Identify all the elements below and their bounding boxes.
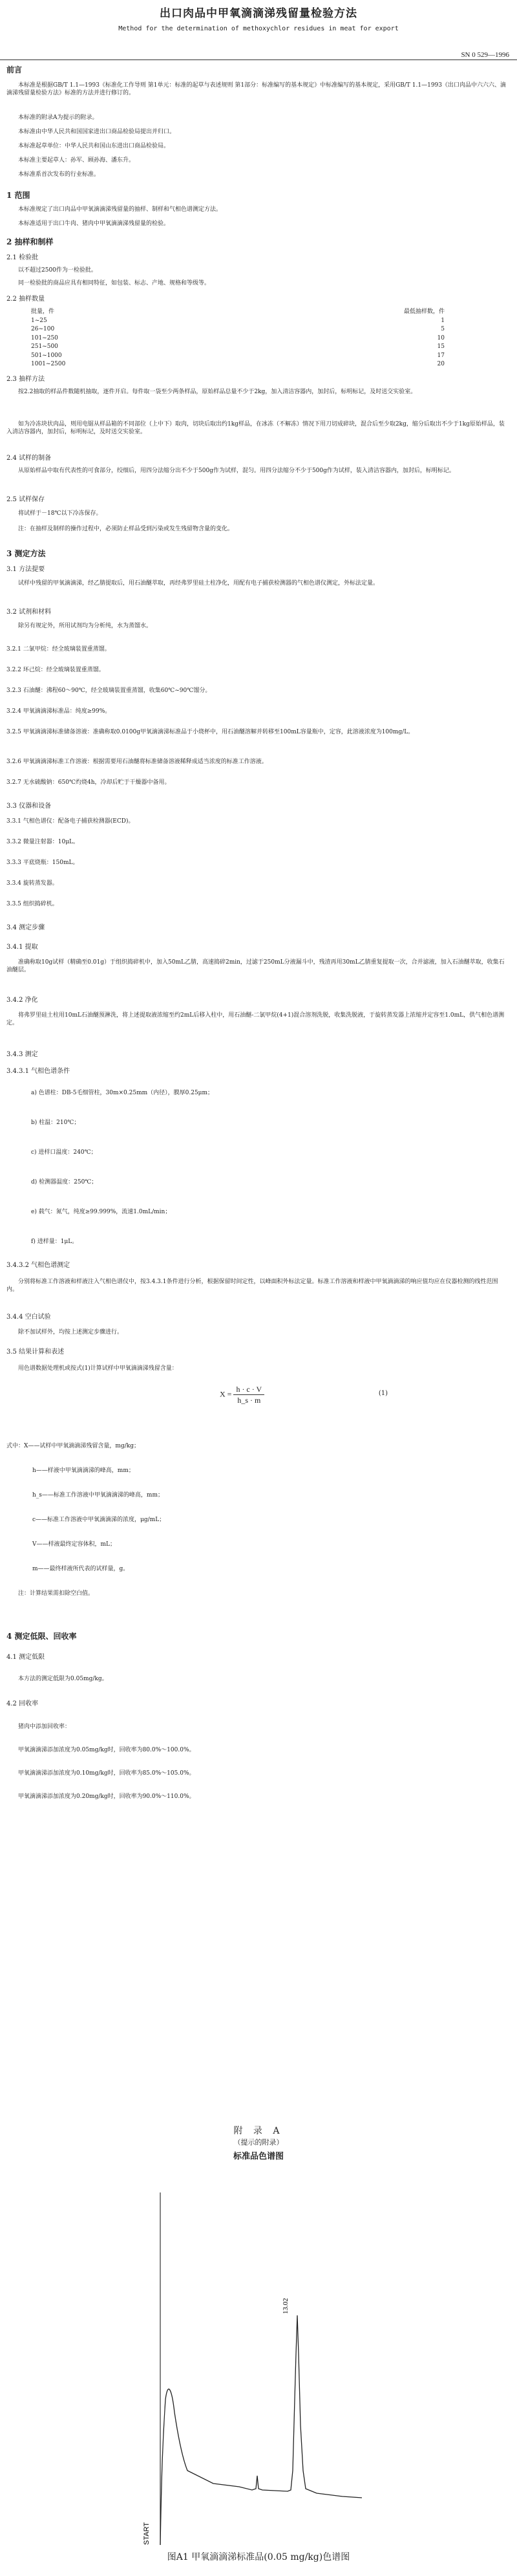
table-row bbox=[31, 360, 445, 369]
table-row bbox=[31, 352, 445, 361]
subsection-heading: 3.5 结果计算和表述 bbox=[6, 1348, 65, 1356]
section-note: 注：计算结果需扣除空白值。 bbox=[18, 1590, 94, 1597]
table-cell: 15 bbox=[437, 343, 445, 350]
sampling-table bbox=[31, 308, 445, 369]
section-paragraph: 本标准适用于出口牛肉、猪肉中甲氧滴滴涕残留量的检验。 bbox=[18, 221, 170, 227]
gc-condition: e) 载气：氮气，纯度≥99.999%，流速1.0mL/min； bbox=[31, 1209, 171, 1215]
table-cell: 1001~2500 bbox=[31, 361, 66, 367]
table-header-cell: 批量，件 bbox=[31, 308, 55, 315]
table-cell: 26~100 bbox=[31, 326, 55, 332]
foreword-heading: 前言 bbox=[6, 65, 23, 74]
formula-numerator: h · c · V bbox=[233, 1384, 264, 1395]
section-paragraph: 同一检验批的商品应具有相同特征，如包装、标志、产地、规格和等级等。 bbox=[18, 280, 211, 287]
subsection-heading: 3.4.1 提取 bbox=[6, 944, 38, 951]
list-item: 3.2.6 甲氧滴滴涕标准工作溶液：根据需要用石油醚将标准储备溶液稀释成适当浓度的标准工作溶液。 bbox=[6, 759, 268, 765]
subsection-heading: 2.1 检验批 bbox=[6, 254, 39, 261]
subsection-heading: 3.4.3.1 气相色谱条件 bbox=[6, 1068, 70, 1075]
start-label: START bbox=[143, 2522, 151, 2545]
variable-definition: 式中：X——试样中甲氧滴滴涕残留含量，mg/kg； bbox=[6, 1443, 140, 1449]
section-paragraph: 用色谱数据处理机或按式(1)计算试样中甲氧滴滴涕残留含量： bbox=[18, 1365, 178, 1372]
figure-caption: 图A1 甲氧滴滴涕标准品(0.05 mg/kg)色谱图 bbox=[167, 2552, 350, 2562]
list-item: 3.3.2 微量注射器：10μL。 bbox=[6, 839, 79, 845]
list-item: 3.2.1 二氯甲烷：经全玻璃装置重蒸馏。 bbox=[6, 646, 111, 653]
document-subtitle-en: Method for the determination of methoxychlor residues in meat for export bbox=[118, 25, 399, 32]
table-row bbox=[31, 317, 445, 326]
list-item: 3.3.4 旋转蒸发器。 bbox=[6, 880, 58, 887]
subsection-heading: 4.2 回收率 bbox=[6, 1700, 39, 1707]
table-cell: 5 bbox=[441, 326, 445, 332]
foreword-paragraph: 本标准起草单位：中华人民共和国山东进出口商品检验局。 bbox=[18, 143, 170, 149]
section-paragraph: 本标准规定了出口肉品中甲氧滴滴涕残留量的抽样、制样和气相色谱测定方法。 bbox=[18, 206, 222, 213]
section-paragraph: 本方法的测定低限为0.05mg/kg。 bbox=[18, 1676, 108, 1682]
foreword-paragraph: 本标准主要起草人：孙军、顾孙海、潘东升。 bbox=[18, 157, 135, 164]
table-cell: 1~25 bbox=[31, 317, 47, 324]
foreword-paragraph: 本标准系首次发布的行业标准。 bbox=[18, 171, 100, 178]
list-item: 3.2.2 环己烷：经全玻璃装置重蒸馏。 bbox=[6, 667, 105, 673]
variable-definition: c——标准工作溶液中甲氧滴滴涕的浓度，μg/mL； bbox=[32, 1517, 165, 1523]
formula-lhs: X = bbox=[220, 1389, 232, 1399]
formula-number: (1) bbox=[378, 1390, 388, 1397]
recovery-row: 甲氧滴滴涕添加浓度为0.10mg/kg时，回收率为85.0%～105.0%。 bbox=[18, 1770, 195, 1777]
section-heading: 4 测定低限、回收率 bbox=[6, 1632, 77, 1641]
table-cell: 1 bbox=[441, 317, 445, 324]
formula-fraction bbox=[233, 1384, 264, 1405]
table-cell: 501~1000 bbox=[31, 352, 62, 359]
foreword-paragraph: 本标准的附录A为提示的附录。 bbox=[18, 114, 98, 121]
section-heading: 2 抽样和制样 bbox=[6, 237, 54, 246]
list-item: 3.3.1 气相色谱仪：配备电子捕获检测器(ECD)。 bbox=[6, 818, 134, 825]
gc-condition: c) 进样口温度：240℃； bbox=[31, 1149, 97, 1156]
foreword-paragraph: 本标准是根据GB/T 1.1—1993《标准化工作导则 第1单元：标准的起草与表述规则 第1部分：标准编写的基本规定》中标准编写的基本规定，采用GB/T 1.1—1993《出口肉品中六六六、滴滴涕残留量检验方法》标准的方法并进行修订的。 bbox=[6, 82, 507, 97]
subsection-heading: 3.4.4 空白试验 bbox=[6, 1314, 51, 1321]
table-cell: 101~250 bbox=[31, 334, 58, 341]
gc-condition: d) 检测器温度：250℃； bbox=[31, 1179, 98, 1185]
recovery-row: 甲氧滴滴涕添加浓度为0.05mg/kg时，回收率为80.0%～100.0%。 bbox=[18, 1747, 195, 1753]
document-title: 出口肉品中甲氧滴滴涕残留量检验方法 bbox=[160, 7, 357, 20]
list-item: 3.3.3 平底烧瓶：150mL。 bbox=[6, 860, 79, 866]
peak-label: 13.02 bbox=[282, 2298, 290, 2314]
list-item: 3.2.5 甲氧滴滴涕标准储备溶液：准确称取0.0100g甲氧滴滴涕标准品于小烧杯中，用石油醚溶解并转移至100mL容量瓶中，定容，此溶液浓度为100mg/L。 bbox=[6, 729, 414, 735]
subsection-heading: 3.3 仪器和设备 bbox=[6, 803, 52, 810]
foreword-paragraph: 本标准由中华人民共和国国家进出口商品检验局提出并归口。 bbox=[18, 129, 176, 135]
table-cell: 20 bbox=[437, 361, 445, 367]
section-paragraph: 从原始样品中取有代表性的可食部分，绞细后，用四分法缩分出不少于500g作为试样，混匀。用四分法缩分不少于500g作为试样，装入清洁容器内，加封后，标明标记。 bbox=[18, 468, 455, 474]
variable-definition: V——样液最终定容体积，mL； bbox=[32, 1541, 116, 1548]
chromatogram-trace bbox=[160, 2315, 362, 2545]
variable-definition: m——最终样液所代表的试样量，g。 bbox=[32, 1566, 129, 1572]
variable-definition: h_s——标准工作溶液中甲氧滴滴涕的峰高，mm； bbox=[32, 1492, 164, 1499]
appendix-label: 附 录 A bbox=[233, 2126, 284, 2136]
subsection-heading: 3.2 试剂和材料 bbox=[6, 609, 52, 616]
section-paragraph: 按2.2抽取的样品件数随机抽取，逐件开启。每件取一袋至少两条样品，原始样品总量不少于2kg，加入清洁容器内，加封后，标明标记，及时送交实验室。 bbox=[18, 389, 417, 395]
document-number: SN 0 529—1996 bbox=[461, 51, 509, 59]
formula bbox=[220, 1384, 264, 1405]
appendix-title: 标准品色谱图 bbox=[233, 2152, 284, 2161]
section-paragraph: 将弗罗里硅土柱用10mL石油醚预淋洗，将上述提取液浓缩至约2mL后移入柱中，用石油醚-二氯甲烷(4+1)混合溶剂洗脱，收集洗脱液，于旋转蒸发器上浓缩并定容至1.0mL，供气相色谱测定。 bbox=[6, 1012, 505, 1027]
subsection-heading: 2.4 试样的制备 bbox=[6, 455, 52, 462]
subsection-heading: 4.1 测定低限 bbox=[6, 1654, 45, 1661]
table-row bbox=[31, 334, 445, 343]
list-item: 3.2.3 石油醚：沸程60～90℃，经全玻璃装置重蒸馏，收集60℃~90℃馏分。 bbox=[6, 687, 211, 694]
list-item: 3.3.5 组织捣碎机。 bbox=[6, 901, 58, 907]
gc-condition: a) 色谱柱：DB-5毛细管柱，30m×0.25mm（内径），膜厚0.25μm； bbox=[31, 1090, 214, 1096]
section-note: 注：在抽样及制样的操作过程中，必须防止样品受到污染或发生残留物含量的变化。 bbox=[18, 526, 234, 532]
table-row bbox=[31, 325, 445, 334]
formula-denominator: h_s · m bbox=[237, 1396, 261, 1405]
subsection-heading: 2.5 试样保存 bbox=[6, 496, 45, 503]
section-paragraph: 试样中残留的甲氧滴滴涕，经乙腈提取后，用石油醚萃取，再经弗罗里硅土柱净化，用配有电子捕获检测器的气相色谱仪测定，外标法定量。 bbox=[18, 580, 379, 587]
table-header-row bbox=[31, 308, 445, 317]
section-heading: 3 测定方法 bbox=[6, 549, 46, 558]
section-paragraph: 猪肉中添加回收率： bbox=[18, 1724, 71, 1730]
section-paragraph: 准确称取10g试样（精确至0.01g）于组织捣碎机中，加入50mL乙腈，高速捣碎2min，过滤于250mL分液漏斗中，残渣再用30mL乙腈重复提取一次，合并滤液，加入石油醚萃取，收集石油醚层。 bbox=[6, 959, 505, 974]
section-paragraph: 以不超过2500件为一检验批。 bbox=[18, 267, 97, 274]
table-cell: 251~500 bbox=[31, 343, 58, 350]
variable-definition: h——样液中甲氧滴滴涕的峰高，mm； bbox=[32, 1467, 134, 1474]
section-paragraph: 将试样于－18℃以下冷冻保存。 bbox=[18, 510, 102, 517]
section-paragraph: 除另有规定外，所用试剂均为分析纯，水为蒸馏水。 bbox=[18, 623, 153, 629]
list-item: 3.2.7 无水硫酸钠：650℃灼烧4h，冷却后贮于干燥器中备用。 bbox=[6, 779, 171, 786]
subsection-heading: 3.4.3.2 气相色谱测定 bbox=[6, 1262, 70, 1269]
table-cell: 10 bbox=[437, 334, 445, 341]
list-item: 3.2.4 甲氧滴滴涕标准品：纯度≥99%。 bbox=[6, 708, 111, 715]
section-paragraph: 如为冷冻块状肉品，则用电锯从样品箱的不同部位（上中下）取肉，切块后取出约1kg样品，在冰冻（不解冻）情况下用刀切成碎块，混合后至少取2kg，缩分后取出不少于1kg原始样品，装入清洁容器内，加封后，标明标记，及时送交实验室。 bbox=[6, 421, 505, 436]
table-header-cell: 最低抽样数，件 bbox=[403, 308, 445, 315]
chromatogram bbox=[123, 2167, 394, 2545]
gc-condition: b) 柱温：210℃； bbox=[31, 1120, 80, 1126]
section-paragraph: 分别将标准工作溶液和样液注入气相色谱仪中，按3.4.3.1条件进行分析，根据保留时间定性，以峰面积外标法定量。标准工作溶液和样液中甲氧滴滴涕的响应值均应在仪器检测的线性范围内。 bbox=[6, 1279, 498, 1293]
gc-condition: f) 进样量：1μL。 bbox=[31, 1239, 78, 1245]
section-heading: 1 范围 bbox=[6, 191, 30, 200]
recovery-row: 甲氧滴滴涕添加浓度为0.20mg/kg时，回收率为90.0%～110.0%。 bbox=[18, 1793, 195, 1800]
subsection-heading: 2.2 抽样数量 bbox=[6, 296, 45, 303]
table-cell: 17 bbox=[437, 352, 445, 359]
section-paragraph: 除不加试样外，均按上述测定步骤进行。 bbox=[18, 1329, 123, 1336]
appendix-note: （提示的附录） bbox=[233, 2138, 284, 2147]
subsection-heading: 2.3 抽样方法 bbox=[6, 376, 45, 383]
subsection-heading: 3.1 方法提要 bbox=[6, 566, 45, 573]
subsection-heading: 3.4 测定步骤 bbox=[6, 924, 45, 931]
subsection-heading: 3.4.2 净化 bbox=[6, 997, 38, 1004]
table-row bbox=[31, 343, 445, 352]
subsection-heading: 3.4.3 测定 bbox=[6, 1051, 38, 1058]
